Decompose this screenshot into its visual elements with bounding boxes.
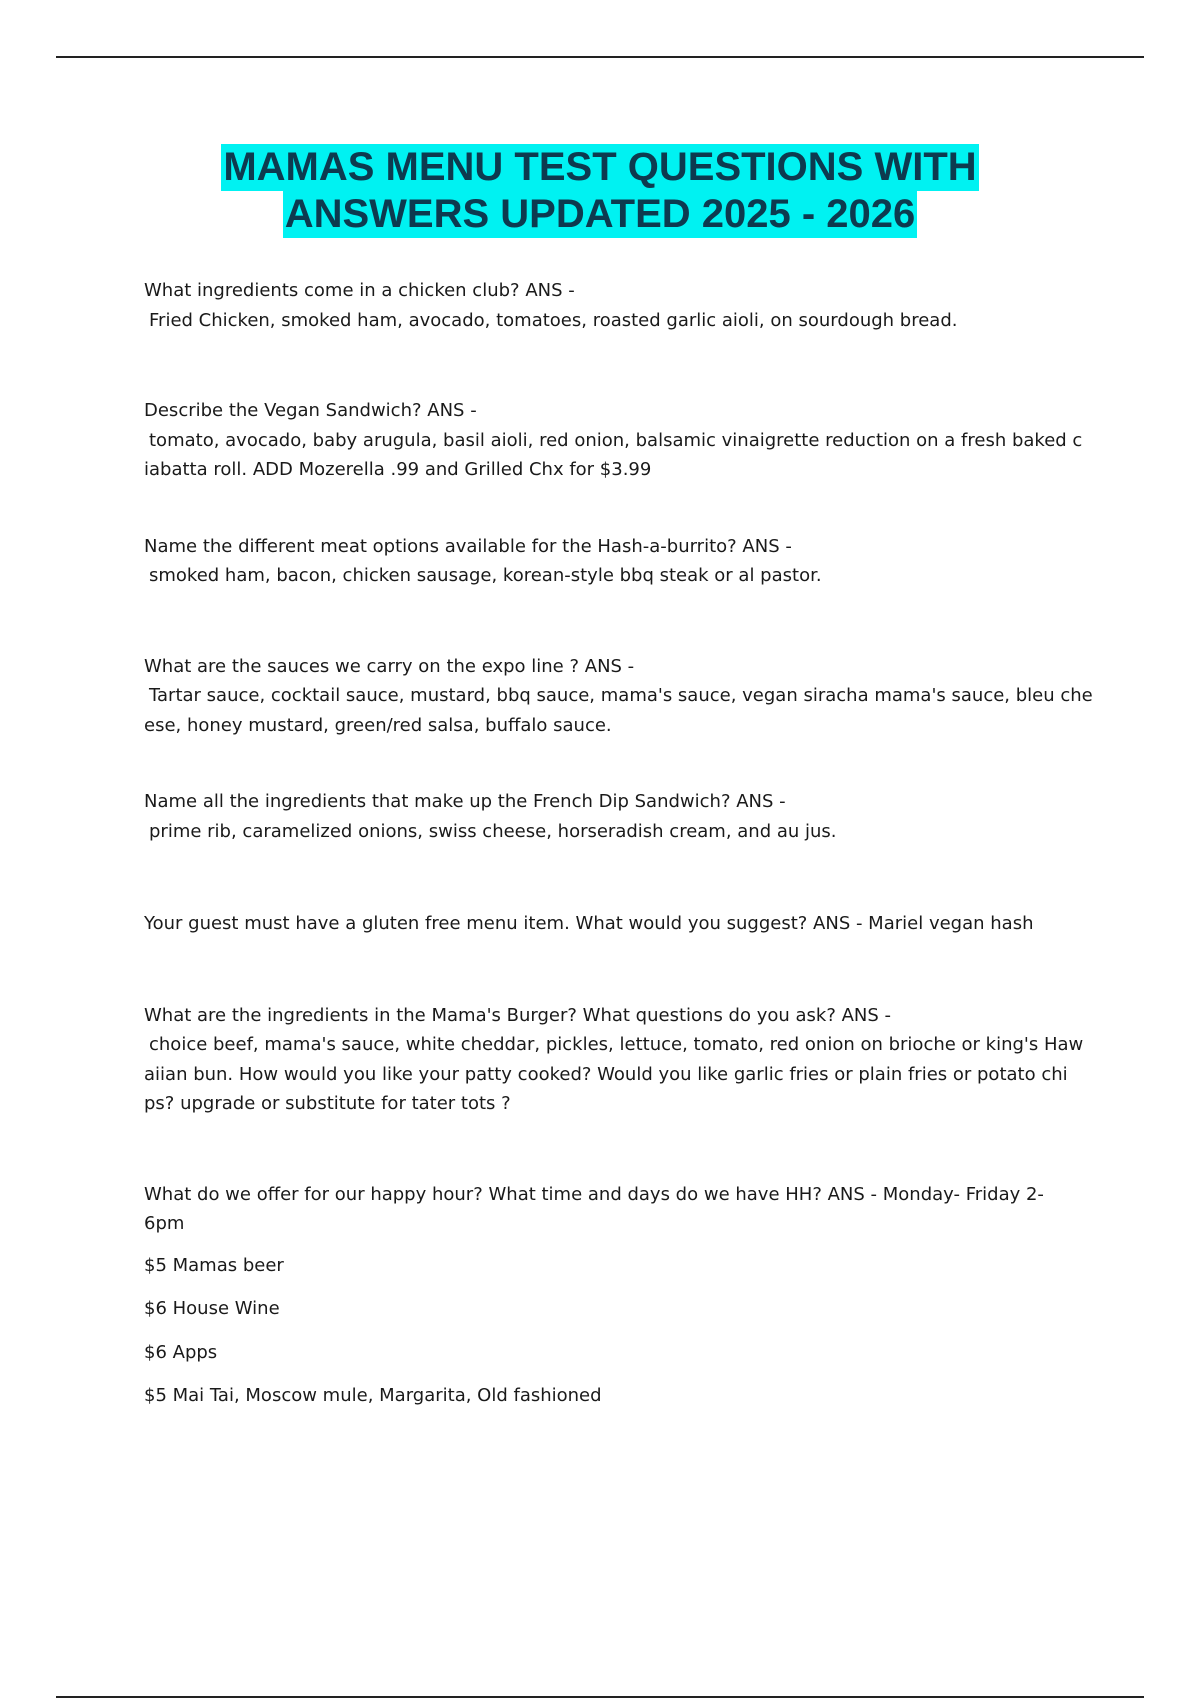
question: What are the sauces we carry on the expo line ? ANS -: [144, 655, 635, 677]
question: Name all the ingredients that make up the French Dip Sandwich? ANS -: [144, 791, 786, 812]
qa-item-gluten-free: [144, 909, 1096, 939]
happy-hour-item: $5 Mai Tai, Moscow mule, Margarita, Old fashioned: [144, 1385, 602, 1406]
answer-line: ese, honey mustard, green/red salsa, buffalo sauce.: [144, 714, 612, 736]
answer-line: iabatta roll. ADD Mozerella .99 and Grilled Chx for $3.99: [144, 459, 652, 480]
header-rule: [56, 56, 1144, 58]
qa-item-vegan-sandwich: [144, 396, 1096, 485]
document-title: [0, 144, 1200, 238]
happy-hour-items: [144, 1251, 1096, 1411]
title-line-2: ANSWERS UPDATED 2025 - 2026: [284, 192, 916, 236]
answer-line: Fried Chicken, smoked ham, avocado, tomatoes, roasted garlic aioli, on sourdough bread.: [149, 309, 958, 331]
answer-line: ps? upgrade or substitute for tater tots ?: [144, 1093, 511, 1114]
happy-hour-item: $6 House Wine: [144, 1298, 280, 1319]
answer-line: tomato, avocado, baby arugula, basil aioli, red onion, balsamic vinaigrette reduction on a fresh baked c: [149, 429, 1083, 451]
answer: [144, 1030, 1096, 1119]
question: Your guest must have a gluten free menu item. What would you suggest? ANS - Mariel vegan hash: [144, 913, 1034, 934]
question: What ingredients come in a chicken club? ANS -: [144, 280, 575, 301]
answer-line: choice beef, mama's sauce, white cheddar, pickles, lettuce, tomato, red onion on brioche or king's Haw: [149, 1034, 1084, 1055]
answer: [144, 306, 1096, 336]
answer: [144, 426, 1096, 485]
answer: [144, 561, 1096, 591]
qa-item-french-dip: [144, 787, 1096, 846]
qa-item-hash-a-burrito: [144, 532, 1096, 591]
answer: [144, 817, 1096, 847]
footer-rule: [56, 1696, 1144, 1698]
answer: [144, 681, 1096, 740]
answer-line: Tartar sauce, cocktail sauce, mustard, bbq sauce, mama's sauce, vegan siracha mama's sauce, bleu che: [149, 685, 1093, 706]
question: [144, 1180, 1096, 1239]
title-line-1: MAMAS MENU TEST QUESTIONS WITH: [223, 145, 977, 189]
question-line: What do we offer for our happy hour? What time and days do we have HH? ANS - Monday- Friday 2-: [144, 1183, 1044, 1205]
answer-line: prime rib, caramelized onions, swiss cheese, horseradish cream, and au jus.: [149, 820, 837, 842]
qa-list: [144, 276, 1096, 1411]
answer-line: aiian bun. How would you like your patty cooked? Would you like garlic fries or plain fries or potato chi: [144, 1063, 1068, 1085]
question: What are the ingredients in the Mama's Burger? What questions do you ask? ANS -: [144, 1004, 892, 1026]
qa-item-happy-hour: [144, 1180, 1096, 1411]
qa-item-expo-sauces: [144, 652, 1096, 741]
question: Describe the Vegan Sandwich? ANS -: [144, 400, 477, 421]
question-line: 6pm: [144, 1213, 185, 1234]
happy-hour-item: $5 Mamas beer: [144, 1254, 284, 1276]
answer-line: smoked ham, bacon, chicken sausage, korean-style bbq steak or al pastor.: [149, 565, 822, 586]
qa-item-mamas-burger: [144, 1001, 1096, 1119]
question: Name the different meat options available for the Hash-a-burrito? ANS -: [144, 535, 792, 557]
qa-item-chicken-club: [144, 276, 1096, 335]
happy-hour-item: $6 Apps: [144, 1341, 218, 1363]
